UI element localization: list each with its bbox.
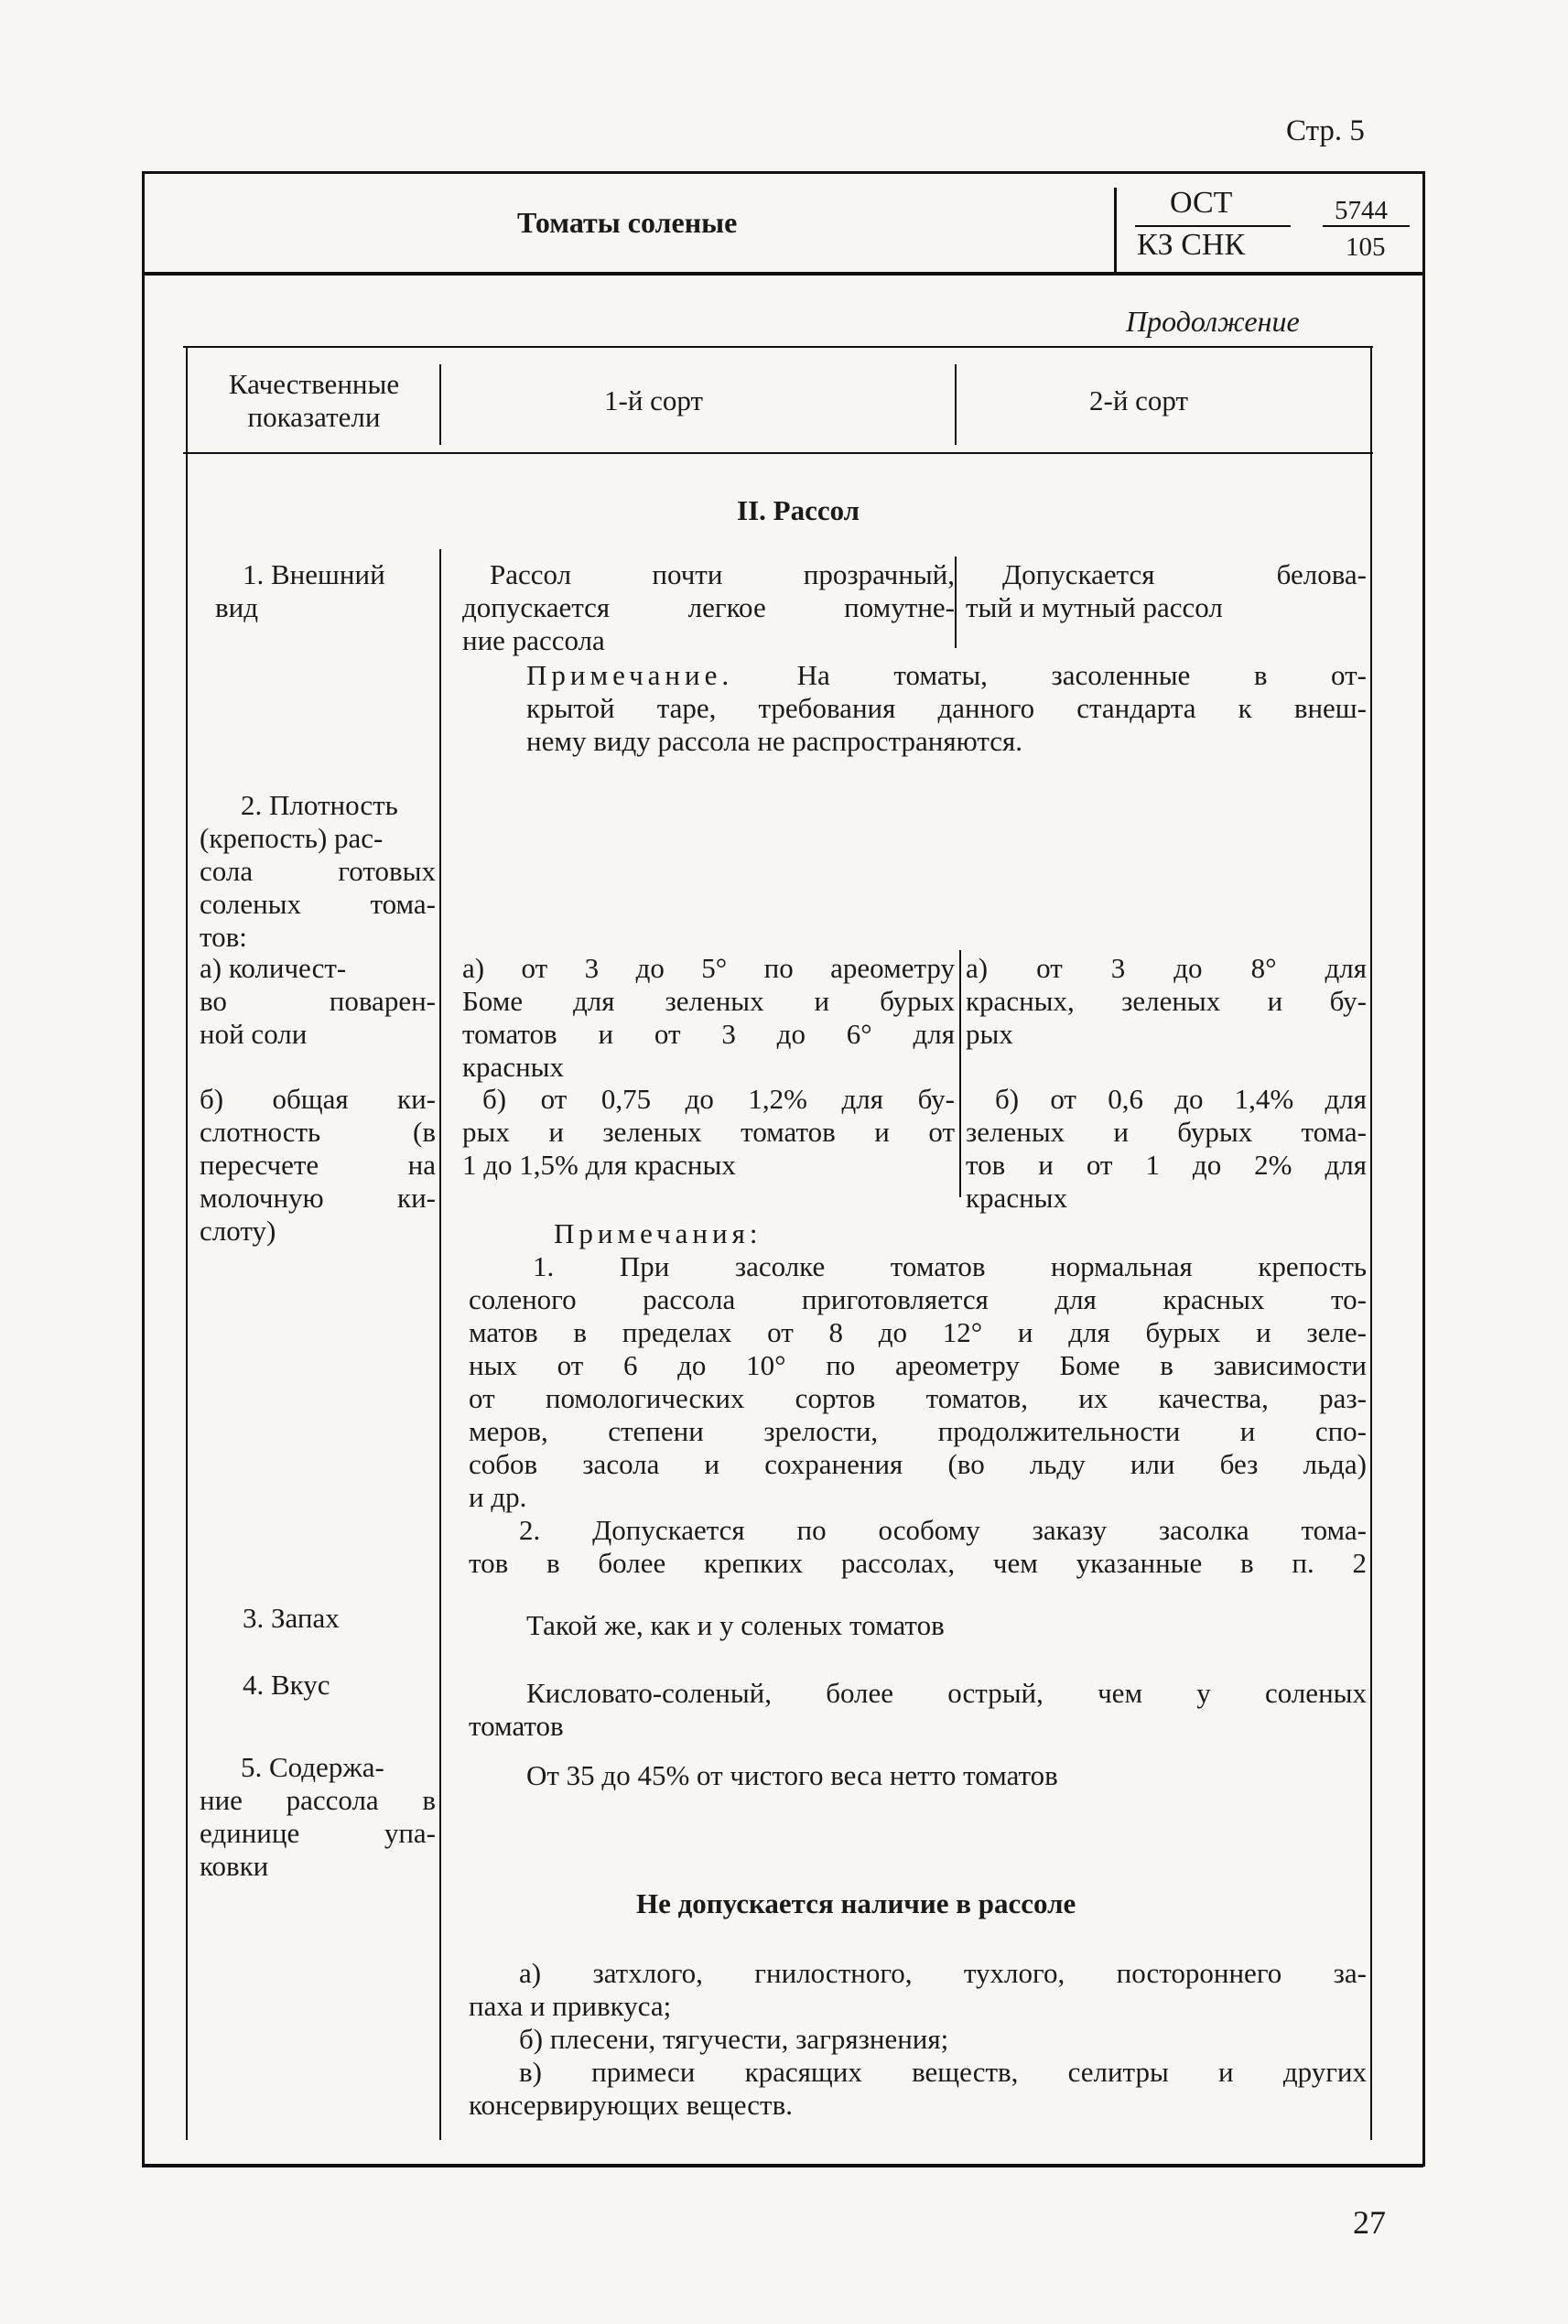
header-col-divider-2 (955, 364, 957, 445)
header-top-rule (142, 171, 1423, 174)
appearance-grade1: Рассол почти прозрачный, допускается легкое помутне- ние рассола (462, 558, 955, 656)
row-label-smell: 3. Запах (243, 1602, 340, 1634)
frame-left-rule (142, 171, 145, 2167)
number-fraction-bar (1323, 225, 1410, 227)
salt-acidity-divider (959, 950, 961, 1197)
table-col-divider (439, 549, 441, 2140)
code-fraction-bar (1135, 225, 1291, 227)
column-header-grade1: 1-й сорт (604, 384, 704, 416)
table-top-rule (183, 346, 1373, 348)
content-value: От 35 до 45% от чистого веса нетто томатов (526, 1759, 1058, 1791)
row-label-salt: а) количест- во поварен- ной соли (200, 952, 436, 1050)
standard-code-top: ОСТ (1170, 186, 1233, 220)
table-right-rule (1370, 346, 1372, 2140)
appearance-note: Примечание. На томаты, засоленные в от- крытой таре, требования данного стандарта к внеш- нему виду рассола не распространяются. (526, 659, 1367, 757)
column-header-indicators: Качественные показатели (228, 368, 400, 433)
row-label-acidity: б) общая ки- слотность (в пересчете на молочную ки- слоту) (200, 1083, 436, 1247)
acidity-grade2: б) от 0,6 до 1,4% для зеленых и бурых тома- тов и от 1 до 2% для красных (966, 1083, 1367, 1214)
standard-number-top: 5744 (1335, 196, 1388, 225)
notes-title: Примечания: (554, 1217, 762, 1249)
header-divider (1114, 188, 1117, 272)
row-label-appearance: 1. Внешний вид (215, 558, 385, 623)
page-number: 27 (1353, 2204, 1386, 2241)
salt-grade1: а) от 3 до 5° по ареометру Боме для зеленых и бурых томатов и от 3 до 6° для красных (462, 952, 955, 1083)
continuation-label: Продолжение (1126, 305, 1300, 338)
header-col-divider-1 (439, 364, 441, 445)
section-title: II. Рассол (737, 494, 860, 526)
prohibited-title: Не допускается наличие в рассоле (636, 1887, 1076, 1919)
taste-value: Кисловато-соленый, более острый, чем у соленых томатов (469, 1677, 1367, 1742)
document-title: Томаты соленые (517, 206, 738, 239)
row-label-taste: 4. Вкус (243, 1669, 330, 1701)
row-label-content: 5. Содержа- ние рассола в единице упа- ковки (200, 1751, 436, 1882)
prohibited-list: а) затхлого, гнилостного, тухлого, постороннего за- паха и привкуса; б) плесени, тягучести, загрязнения; в) примеси красящих веществ, селитры и других консервирующих веществ. (469, 1957, 1367, 2121)
appearance-divider (955, 557, 957, 648)
notes-body: 1. При засолке томатов нормальная крепость соленого рассола приготовляется для красных то- матов в пределах от 8 до 12° и для бурых и зеле- ных от 6 до 10° по ареометру Боме в зависимости от помологических сортов томатов, их качества, раз- меров, степени зрелости, продолжительности и спо- собов засола и сохранения (во льду или без льда) и др. 2. Допускается по особому заказу засолка тома- тов в более крепких рассолах, чем указанные в п. 2 (469, 1250, 1367, 1579)
salt-grade2: а) от 3 до 8° для красных, зеленых и бу- рых (966, 952, 1367, 1050)
smell-value: Такой же, как и у соленых томатов (526, 1609, 945, 1641)
column-header-grade2: 2-й сорт (1089, 384, 1189, 416)
row-label-density: 2. Плотность (крепость) рас- сола готовых соленых тома- тов: (200, 789, 436, 953)
appearance-grade2: Допускается белова- тый и мутный рассол (966, 558, 1367, 623)
standard-code-bottom: КЗ СНК (1137, 228, 1246, 262)
standard-number-bottom: 105 (1346, 232, 1386, 262)
page-label: Стр. 5 (1286, 114, 1365, 147)
frame-right-rule (1422, 171, 1425, 2167)
table-left-rule (186, 346, 188, 2140)
column-header-rule (183, 452, 1373, 454)
frame-bottom-rule (142, 2164, 1423, 2167)
acidity-grade1: б) от 0,75 до 1,2% для бу- рых и зеленых томатов и от 1 до 1,5% для красных (462, 1083, 955, 1181)
header-bottom-rule (142, 272, 1423, 276)
